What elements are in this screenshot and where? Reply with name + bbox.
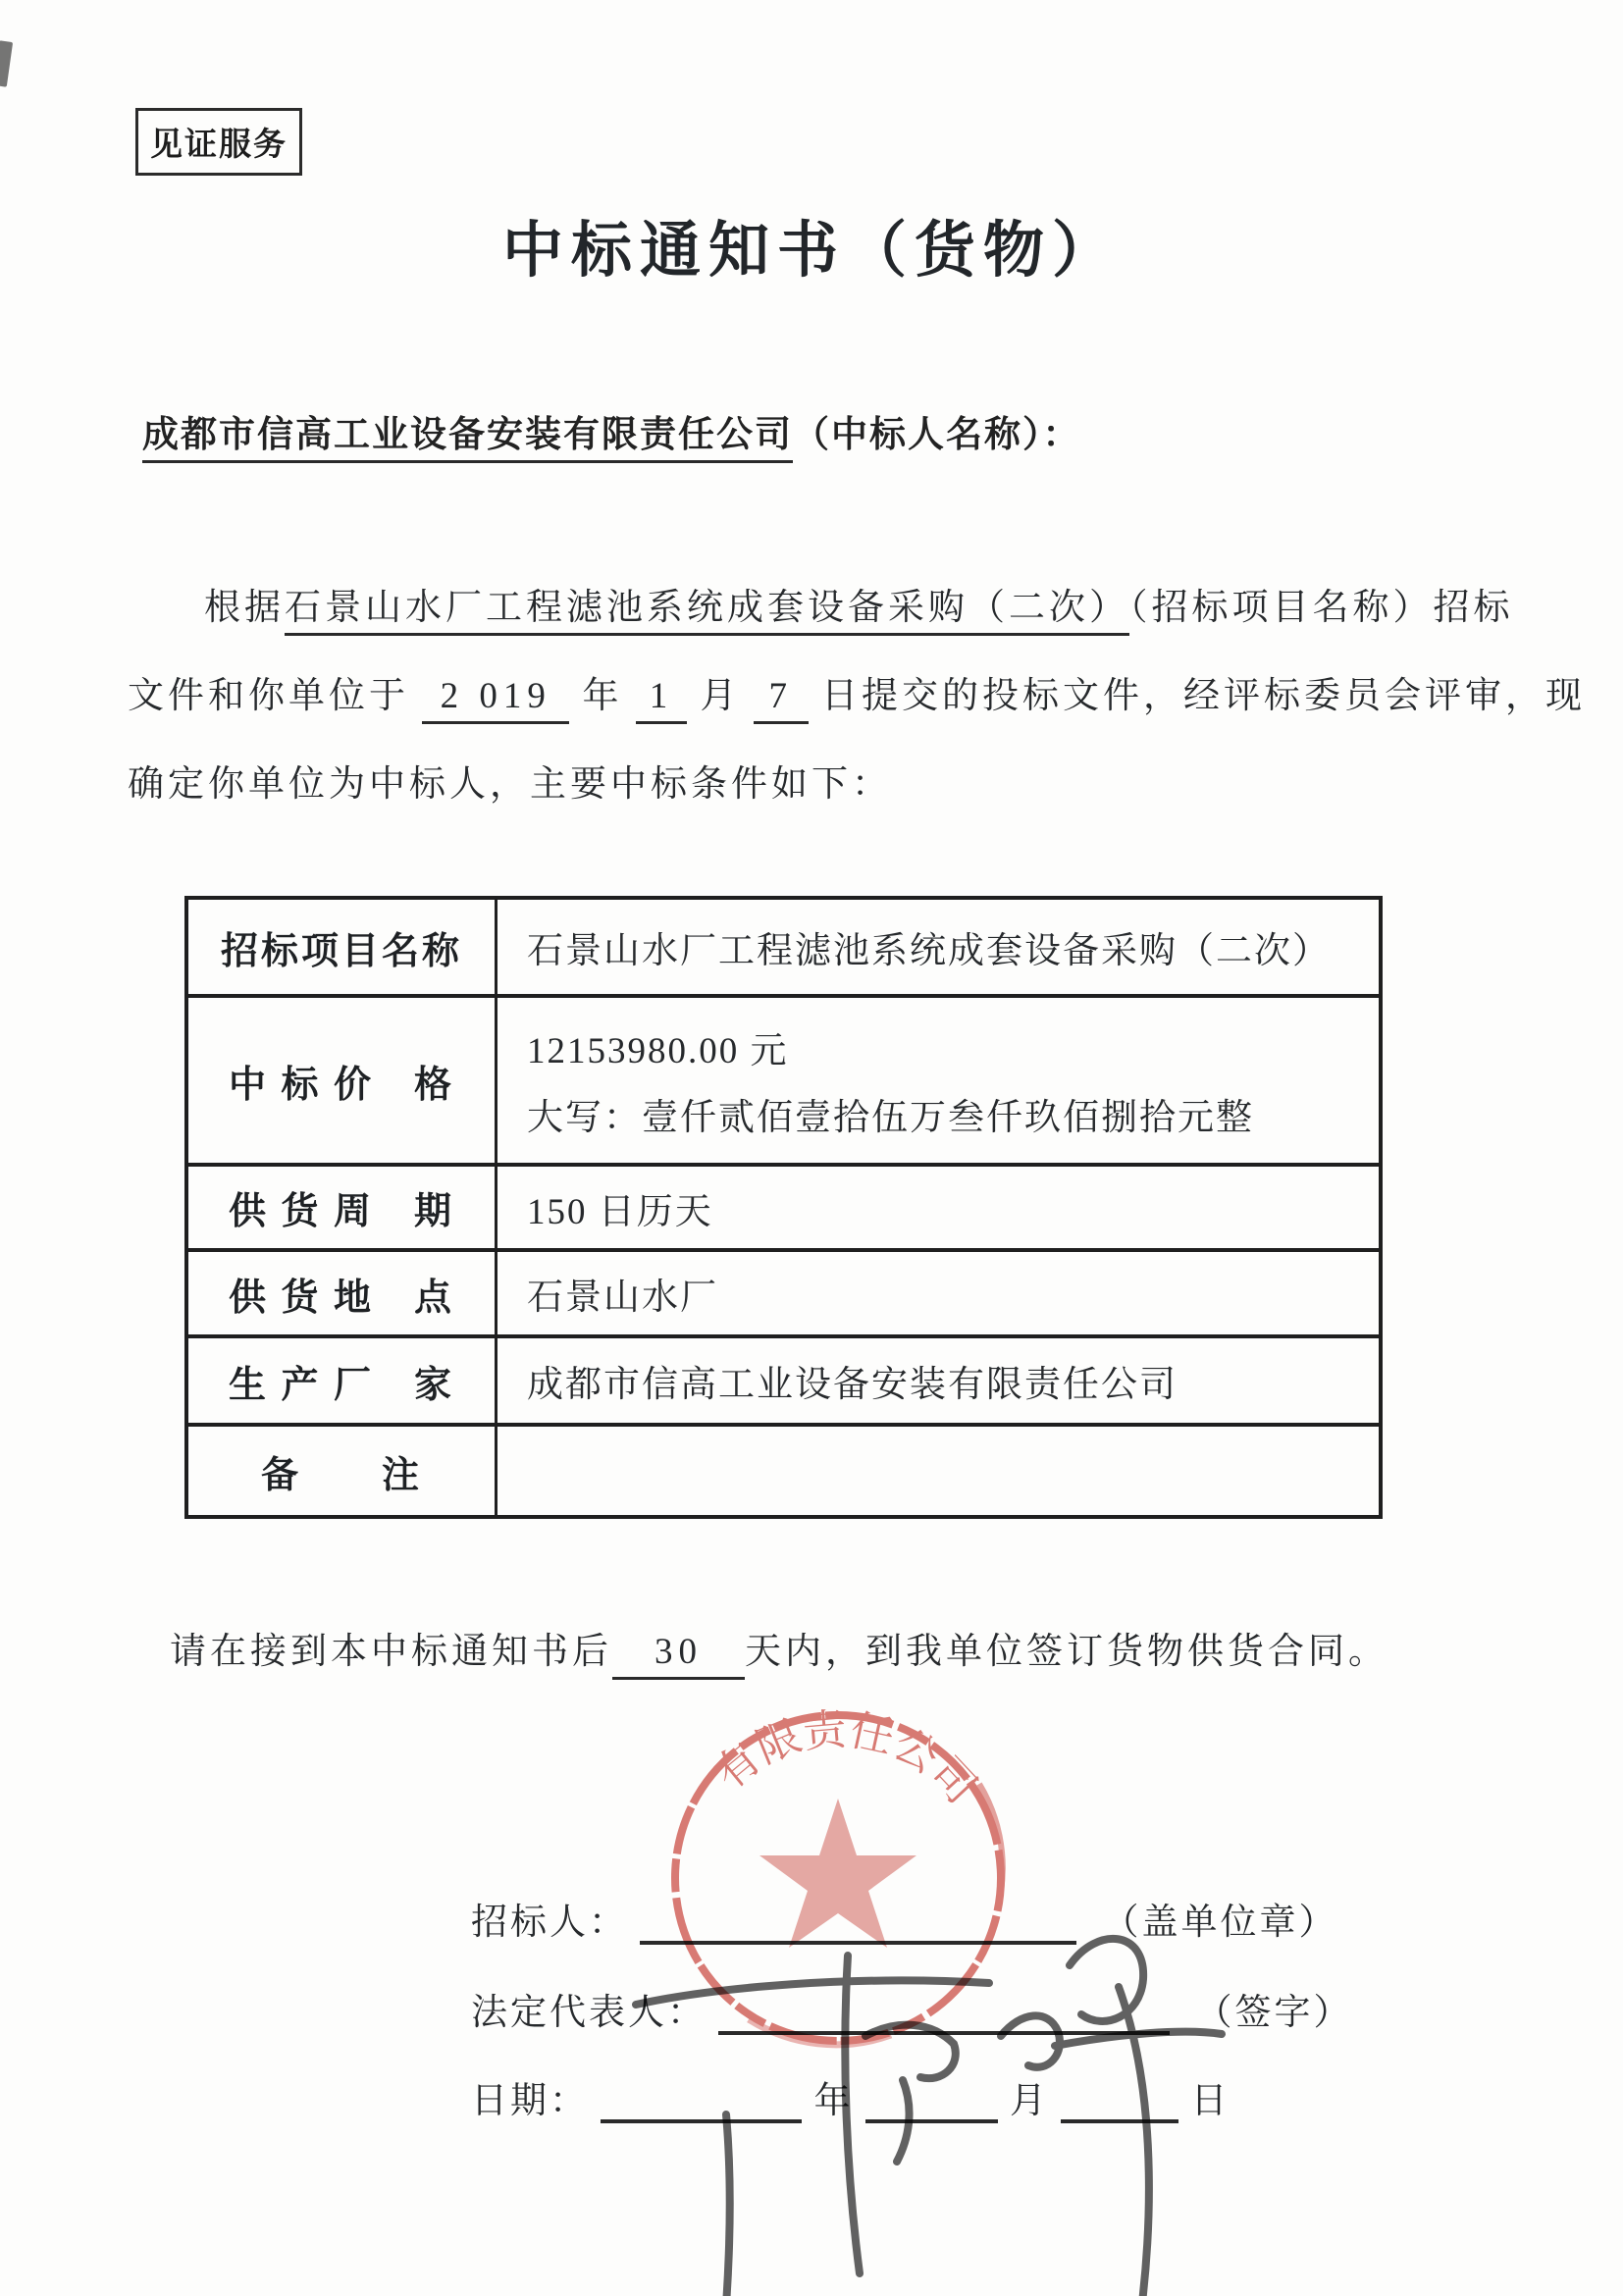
row-label: 备 注 bbox=[188, 1427, 497, 1515]
legal-rep-signature-line bbox=[718, 1996, 1170, 2035]
row-value bbox=[497, 998, 1379, 1163]
table-row-supply-period bbox=[188, 1167, 1379, 1252]
bid-month-value: 1 bbox=[636, 675, 688, 724]
bidder-signature-row bbox=[471, 1892, 1338, 1945]
date-day-unit: 日 bbox=[1190, 2081, 1230, 2121]
row-value: 150 日历天 bbox=[527, 1191, 713, 1232]
row-label: 招标项目名称 bbox=[188, 900, 497, 994]
date-month-blank bbox=[865, 2084, 998, 2123]
date-row bbox=[471, 2070, 1230, 2123]
table-row-remarks bbox=[188, 1427, 1379, 1515]
award-price-numeric: 12153980.00 元 bbox=[527, 1031, 789, 1072]
year-unit: 年 bbox=[582, 676, 623, 716]
body-text: 文件和你单位于 bbox=[128, 676, 409, 716]
company-seal-note: （盖单位章） bbox=[1102, 1903, 1338, 1943]
closing-text: 请在接到本中标通知书后 bbox=[170, 1632, 612, 1672]
seal-double-strike-arc bbox=[979, 1784, 1003, 1892]
date-month-unit: 月 bbox=[1010, 2081, 1049, 2121]
row-value bbox=[497, 1427, 1379, 1515]
witness-service-label: 见证服务 bbox=[150, 128, 288, 163]
row-value: 石景山水厂工程滤池系统成套设备采购（二次） bbox=[527, 931, 1331, 971]
body-text: （招标项目名称）招标 bbox=[1129, 588, 1514, 628]
bid-year-value: 2 019 bbox=[422, 675, 569, 724]
date-year-unit: 年 bbox=[813, 2081, 854, 2121]
awardee-company-name: 成都市信高工业设备安装有限责任公司 bbox=[142, 415, 793, 463]
legal-representative-signature-row bbox=[471, 1982, 1353, 2035]
table-row-supply-location bbox=[188, 1252, 1379, 1338]
awardee-salutation bbox=[142, 404, 1081, 457]
seal-arc-text: 有限责任公司 bbox=[706, 1705, 986, 1813]
table-row-project-name bbox=[188, 900, 1379, 998]
legal-rep-label: 法定代表人： bbox=[471, 1993, 707, 2033]
scan-edge-artifact bbox=[0, 40, 13, 87]
row-value: 石景山水厂 bbox=[527, 1278, 718, 1318]
contract-days-value: 30 bbox=[612, 1631, 745, 1680]
row-label: 生 产 厂 家 bbox=[188, 1338, 497, 1423]
awardee-name-note: （中标人名称）： bbox=[793, 415, 1081, 455]
table-row-award-price bbox=[188, 998, 1379, 1167]
row-value: 成都市信高工业设备安装有限责任公司 bbox=[527, 1365, 1178, 1405]
sign-here-note: （签字） bbox=[1195, 1993, 1353, 2033]
month-unit: 月 bbox=[700, 676, 741, 716]
project-name-underlined: 石景山水厂工程滤池系统成套设备采购（二次） bbox=[285, 588, 1129, 636]
closing-sentence bbox=[170, 1621, 1388, 1680]
row-label: 供 货 地 点 bbox=[188, 1252, 497, 1334]
witness-service-stamp-box bbox=[135, 108, 302, 176]
row-label: 供 货 周 期 bbox=[188, 1167, 497, 1248]
body-paragraph-line-3: 确定你单位为中标人，主要中标条件如下： bbox=[128, 764, 892, 805]
bid-day-value: 7 bbox=[754, 675, 809, 724]
body-paragraph-line-2 bbox=[128, 665, 1586, 724]
document-title: 中标通知书（货物） bbox=[501, 218, 1121, 285]
table-row-manufacturer bbox=[188, 1338, 1379, 1427]
body-text: 根据 bbox=[204, 588, 285, 628]
award-conditions-table bbox=[184, 896, 1383, 1519]
date-day-blank bbox=[1061, 2084, 1178, 2123]
award-price-in-words: 大写：壹仟贰佰壹拾伍万叁仟玖佰捌拾元整 bbox=[527, 1097, 1254, 1138]
date-year-blank bbox=[601, 2084, 802, 2123]
body-text: 日提交的投标文件，经评标委员会评审，现 bbox=[821, 676, 1586, 716]
date-label: 日期： bbox=[471, 2081, 589, 2121]
row-label: 中 标 价 格 bbox=[188, 998, 497, 1163]
body-paragraph-line-1 bbox=[128, 577, 1515, 630]
closing-text: 天内，到我单位签订货物供货合同。 bbox=[745, 1632, 1388, 1672]
bidder-signature-line bbox=[640, 1905, 1076, 1945]
bidder-label: 招标人： bbox=[471, 1903, 628, 1943]
